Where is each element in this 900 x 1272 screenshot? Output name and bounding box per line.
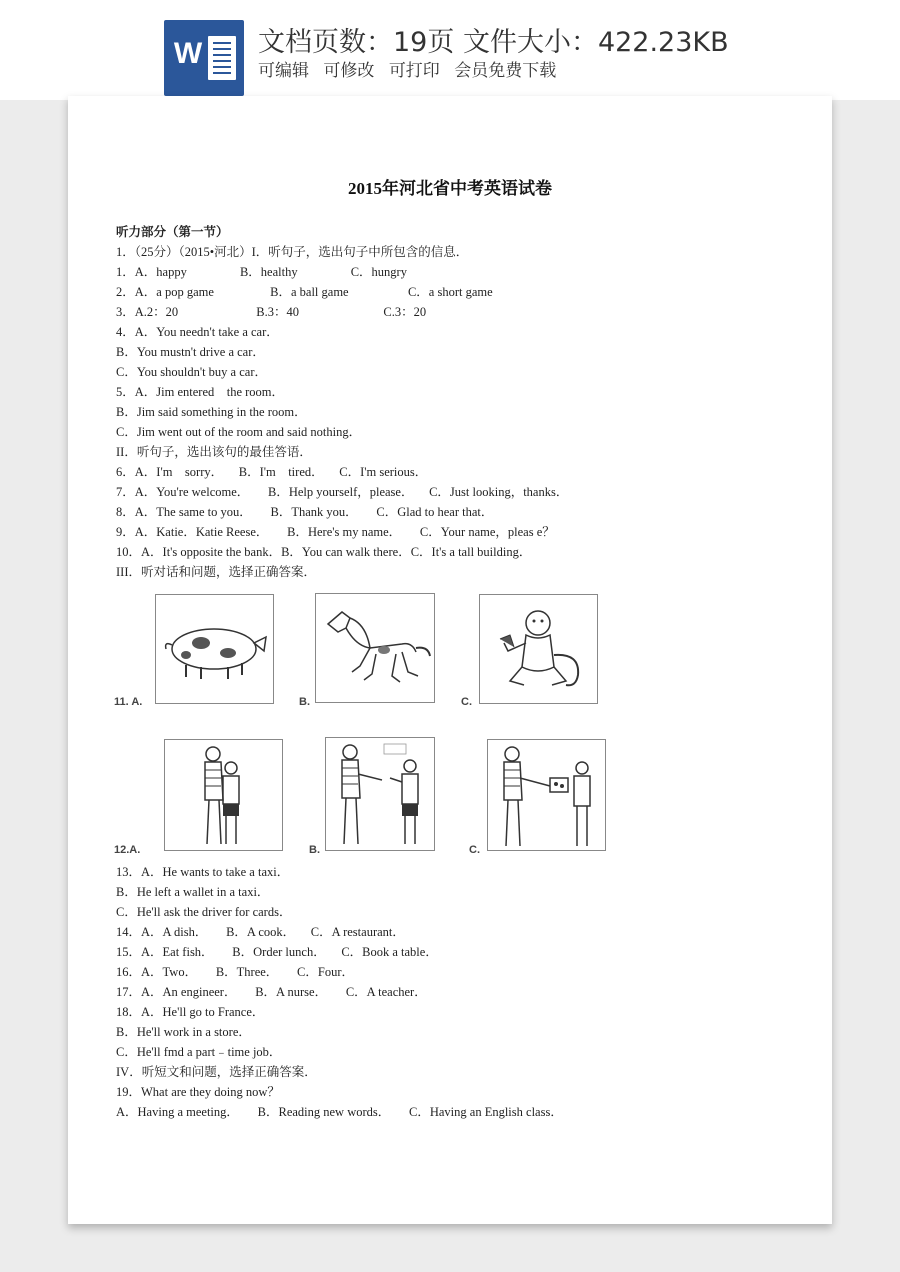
question-line: A．Having a meeting． B．Reading new words． C．Having an English class． [116, 1105, 563, 1119]
boy-giving-gift-illustration [487, 739, 606, 851]
question-line: 4．A．You needn't take a car． [116, 325, 279, 339]
q12-label-b: B. [309, 844, 320, 856]
feature-printable: 可打印 [388, 61, 440, 81]
word-icon-letter: W [173, 37, 203, 70]
q11-label-b: B. [299, 696, 310, 708]
question-line: 1．（25分）（2015•河北）I．听句子，选出句子中所包含的信息． [116, 245, 469, 259]
question-line: C．Jim went out of the room and said nothing． [116, 425, 362, 439]
section-heading: IV．听短文和问题，选择正确答案． [116, 1065, 317, 1079]
question-line: 13．A．He wants to take a taxi． [116, 865, 290, 879]
boys-greeting-illustration [325, 737, 435, 851]
word-document-icon [164, 20, 244, 96]
download-banner [0, 0, 900, 100]
question-line: C．He'll fmd a part﹣time job． [116, 1045, 282, 1059]
feature-member-download[interactable]: 会员免费下载 [454, 61, 557, 81]
question-line: 10．A．It's opposite the bank．B．You can walk there．C．It's a tall building． [116, 545, 532, 559]
q12-label-a: 12.A. [114, 844, 141, 856]
document-page [68, 96, 832, 1224]
question-line: 8．A．The same to you． B．Thank you． C．Glad to hear that． [116, 505, 494, 519]
question-line: 17．A．An engineer． B．A nurse． C．A teacher． [116, 985, 427, 999]
question-line: B．You mustn't drive a car． [116, 345, 265, 359]
question-line: 3．A.2：20 B.3：40 C.3：20 [116, 305, 427, 319]
question-line: C．He'll ask the driver for cards． [116, 905, 292, 919]
section-heading: II．听句子，选出该句的最佳答语． [116, 445, 312, 459]
horse-illustration [315, 593, 435, 703]
document-info-title: 文档页数：19页 文件大小：422.23KB [258, 27, 729, 58]
feature-list [258, 56, 565, 81]
section-heading: 听力部分（第一节） [116, 225, 229, 239]
question-line: C．You shouldn't buy a car． [116, 365, 267, 379]
q11-label-a: 11. A. [114, 696, 143, 708]
question-line: 6．A．I'm sorry． B．I'm tired． C．I'm serious． [116, 465, 428, 479]
question-line: B．He left a wallet in a taxi． [116, 885, 270, 899]
question-line: 15．A．Eat fish． B．Order lunch． C．Book a table． [116, 945, 438, 959]
question-line: 9．A．Katie．Katie Reese． B．Here's my name． C．Your name，pleas e？ [116, 525, 555, 539]
question-line: 16．A．Two． B．Three． C．Four． [116, 965, 355, 979]
question-line: 5．A．Jim entered the room． [116, 385, 285, 399]
document-lines-icon [208, 36, 236, 80]
section-heading: III．听对话和问题，选择正确答案． [116, 565, 316, 579]
question-line: B．Jim said something in the room． [116, 405, 307, 419]
monkey-illustration [479, 594, 598, 704]
question-line: B．He'll work in a store． [116, 1025, 251, 1039]
question-line: 7．A．You're welcome． B．Help yourself，please． C．Just looking，thanks． [116, 485, 569, 499]
pig-illustration [155, 594, 274, 704]
boys-hugging-illustration [164, 739, 283, 851]
question-line: 18．A．He'll go to France． [116, 1005, 265, 1019]
q11-label-c: C. [461, 696, 472, 708]
q12-label-c: C. [469, 844, 480, 856]
feature-modifiable: 可修改 [323, 61, 375, 81]
question-line: 1．A．happy B．healthy C．hungry [116, 265, 407, 279]
page-title: 2015年河北省中考英语试卷 [348, 179, 552, 198]
question-line: 14．A．A dish． B．A cook． C．A restaurant． [116, 925, 405, 939]
question-line: 19．What are they doing now？ [116, 1085, 280, 1099]
question-line: 2．A．a pop game B．a ball game C．a short game [116, 285, 493, 299]
feature-editable: 可编辑 [258, 61, 309, 81]
